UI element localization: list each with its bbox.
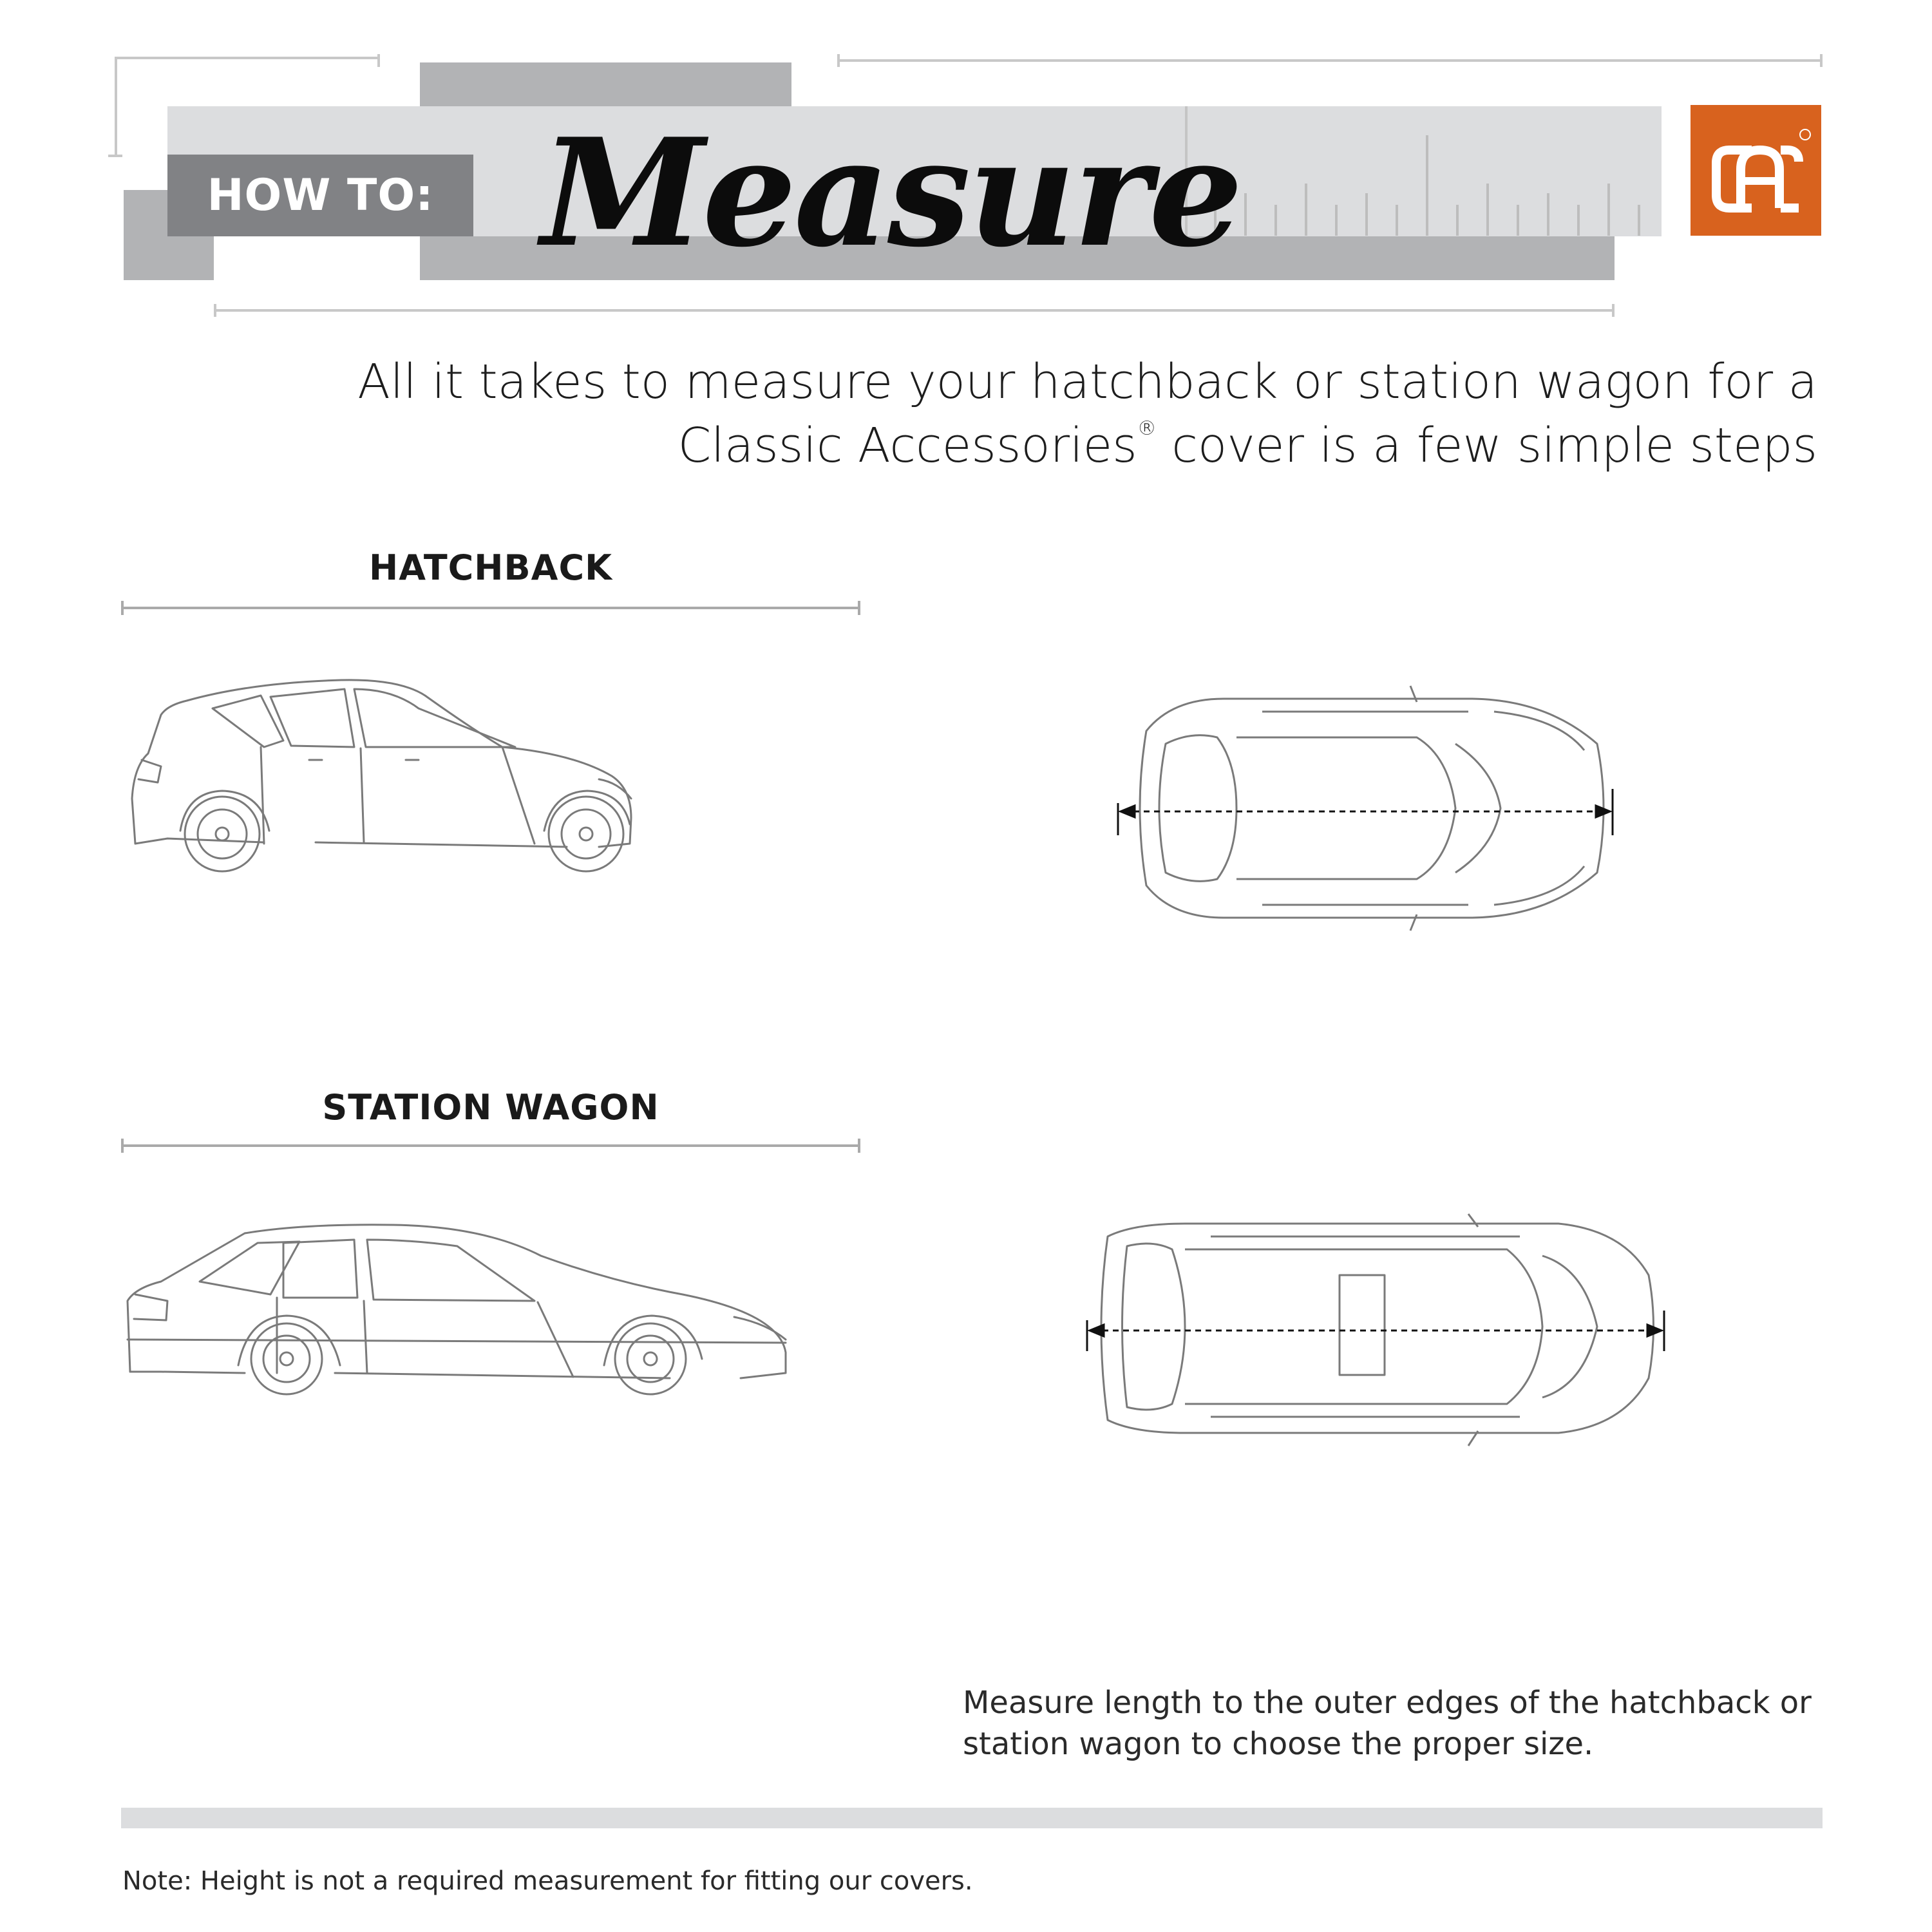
hatchback-side-illustration bbox=[122, 670, 702, 889]
intro-line-1: All it takes to measure your hatchback or station wagon for a bbox=[357, 354, 1817, 410]
bottom-divider bbox=[121, 1808, 1823, 1828]
rule-cap bbox=[121, 1139, 124, 1153]
intro-line-2 bbox=[678, 417, 1817, 473]
instruction-line-2: station wagon to choose the proper size. bbox=[963, 1726, 1594, 1762]
howto-label: HOW TO: bbox=[167, 155, 473, 236]
registered-mark: ® bbox=[1137, 417, 1157, 440]
double-arrow-measure-icon bbox=[1118, 789, 1613, 835]
instruction-line-1: Measure length to the outer edges of the hatchback or bbox=[963, 1685, 1812, 1721]
frame-tick bbox=[214, 304, 216, 317]
station-wagon-top-illustration bbox=[1082, 1204, 1674, 1455]
frame-line-top-right bbox=[837, 59, 1823, 62]
hatchback-title: HATCHBACK bbox=[369, 547, 612, 588]
frame-line-top-left bbox=[115, 57, 379, 59]
wagon-title: STATION WAGON bbox=[322, 1087, 659, 1128]
intro-rest: cover is a few simple steps bbox=[1156, 418, 1817, 473]
rule-cap bbox=[121, 601, 124, 615]
ca-brand-logo-icon bbox=[1690, 105, 1821, 236]
frame-tick bbox=[377, 54, 380, 67]
rule-cap bbox=[858, 1139, 860, 1153]
page-title: Measure bbox=[541, 106, 1241, 280]
frame-tick bbox=[108, 155, 122, 157]
footnote: Note: Height is not a required measurement for fitting our covers. bbox=[122, 1866, 973, 1896]
rule-cap bbox=[858, 601, 860, 615]
wagon-rule bbox=[121, 1144, 860, 1147]
frame-line-bottom bbox=[214, 309, 1615, 312]
double-arrow-measure-icon bbox=[1087, 1311, 1664, 1351]
frame-tick bbox=[1820, 54, 1823, 67]
hatchback-rule bbox=[121, 607, 860, 609]
frame-tick bbox=[837, 54, 840, 67]
hatchback-top-illustration bbox=[1108, 673, 1623, 943]
frame-tick bbox=[1612, 304, 1615, 317]
frame-line-left-vertical bbox=[115, 57, 117, 156]
measure-instruction bbox=[963, 1682, 1826, 1765]
station-wagon-side-illustration bbox=[122, 1204, 799, 1417]
intro-brand: Classic Accessories bbox=[677, 418, 1137, 473]
